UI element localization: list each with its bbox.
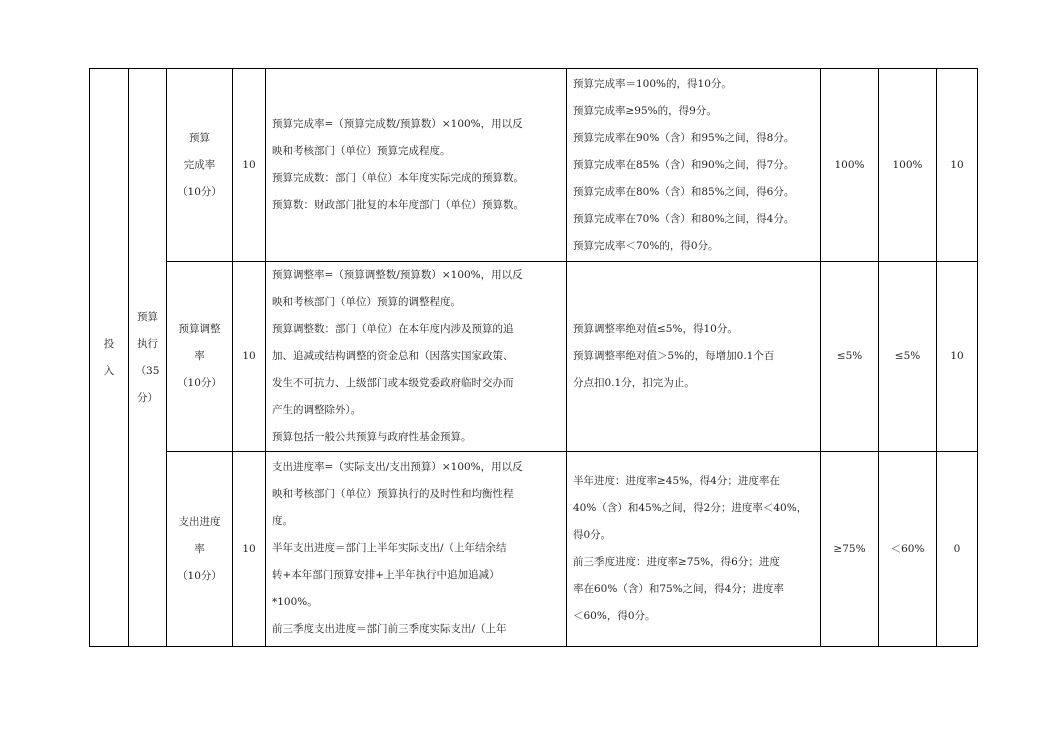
- table-row: [90, 262, 978, 452]
- indicator-name: 支出进度 率 （10分）: [167, 452, 233, 647]
- indicator-name: 预算 完成率 （10分）: [167, 69, 233, 262]
- target-value: ≥75%: [821, 452, 879, 647]
- level1-indicator-cell: [90, 69, 129, 647]
- score-value: 10: [937, 262, 978, 452]
- actual-value: ＜60%: [879, 452, 937, 647]
- indicator-weight: 10: [233, 262, 266, 452]
- level2-indicator-label: 预算执行（35分）: [135, 310, 160, 404]
- scoring-criteria: 半年进度：进度率≥45%，得4分；进度率在 40%（含）和45%之间，得2分；进度率＜40%， 得0分。 前三季度进度：进度率≥75%，得6分；进度 率在60%（含）和75%之间，得4分；进度率 ＜60%，得0分。: [567, 452, 821, 647]
- table-row: [90, 69, 978, 262]
- table-row: [90, 452, 978, 647]
- scoring-criteria: 预算调整率绝对值≤5%，得10分。 预算调整率绝对值＞5%的，每增加0.1个百 分点扣0.1分，扣完为止。: [567, 262, 821, 452]
- actual-value: ≤5%: [879, 262, 937, 452]
- indicator-weight: 10: [233, 69, 266, 262]
- actual-value: 100%: [879, 69, 937, 262]
- level1-indicator-label: 投入: [103, 337, 115, 377]
- indicator-description: 预算完成率=（预算完成数/预算数）×100%，用以反 映和考核部门（单位）预算完成程度。 预算完成数：部门（单位）本年度实际完成的预算数。 预算数：财政部门批复的本年度部门（单位）预算数。: [266, 69, 567, 262]
- indicator-description: 预算调整率=（预算调整数/预算数）×100%，用以反 映和考核部门（单位）预算的调整程度。 预算调整数：部门（单位）在本年度内涉及预算的追 加、追减或结构调整的资金总和（因落实国家政策、 发生不可抗力、上级部门或本级党委政府临时交办而 产生的调整除外）。 预算包括一般公共预算与政府性基金预算。: [266, 262, 567, 452]
- scoring-criteria: 预算完成率＝100%的，得10分。 预算完成率≥95%的，得9分。 预算完成率在90%（含）和95%之间，得8分。 预算完成率在85%（含）和90%之间，得7分。 预算完成率在80%（含）和85%之间，得6分。 预算完成率在70%（含）和80%之间，得4分。 预算完成率＜70%的，得0分。: [567, 69, 821, 262]
- indicator-description: 支出进度率=（实际支出/支出预算）×100%，用以反 映和考核部门（单位）预算执行的及时性和均衡性程 度。 半年支出进度＝部门上半年实际支出/（上年结余结 转+本年部门预算安排+上半年执行中追加追减） *100%。 前三季度支出进度＝部门前三季度实际支出/（上年: [266, 452, 567, 647]
- indicator-name: 预算调整 率 （10分）: [167, 262, 233, 452]
- score-value: 0: [937, 452, 978, 647]
- score-value: 10: [937, 69, 978, 262]
- target-value: ≤5%: [821, 262, 879, 452]
- target-value: 100%: [821, 69, 879, 262]
- level2-indicator-cell: [129, 69, 167, 647]
- performance-evaluation-table: [89, 68, 978, 647]
- indicator-weight: 10: [233, 452, 266, 647]
